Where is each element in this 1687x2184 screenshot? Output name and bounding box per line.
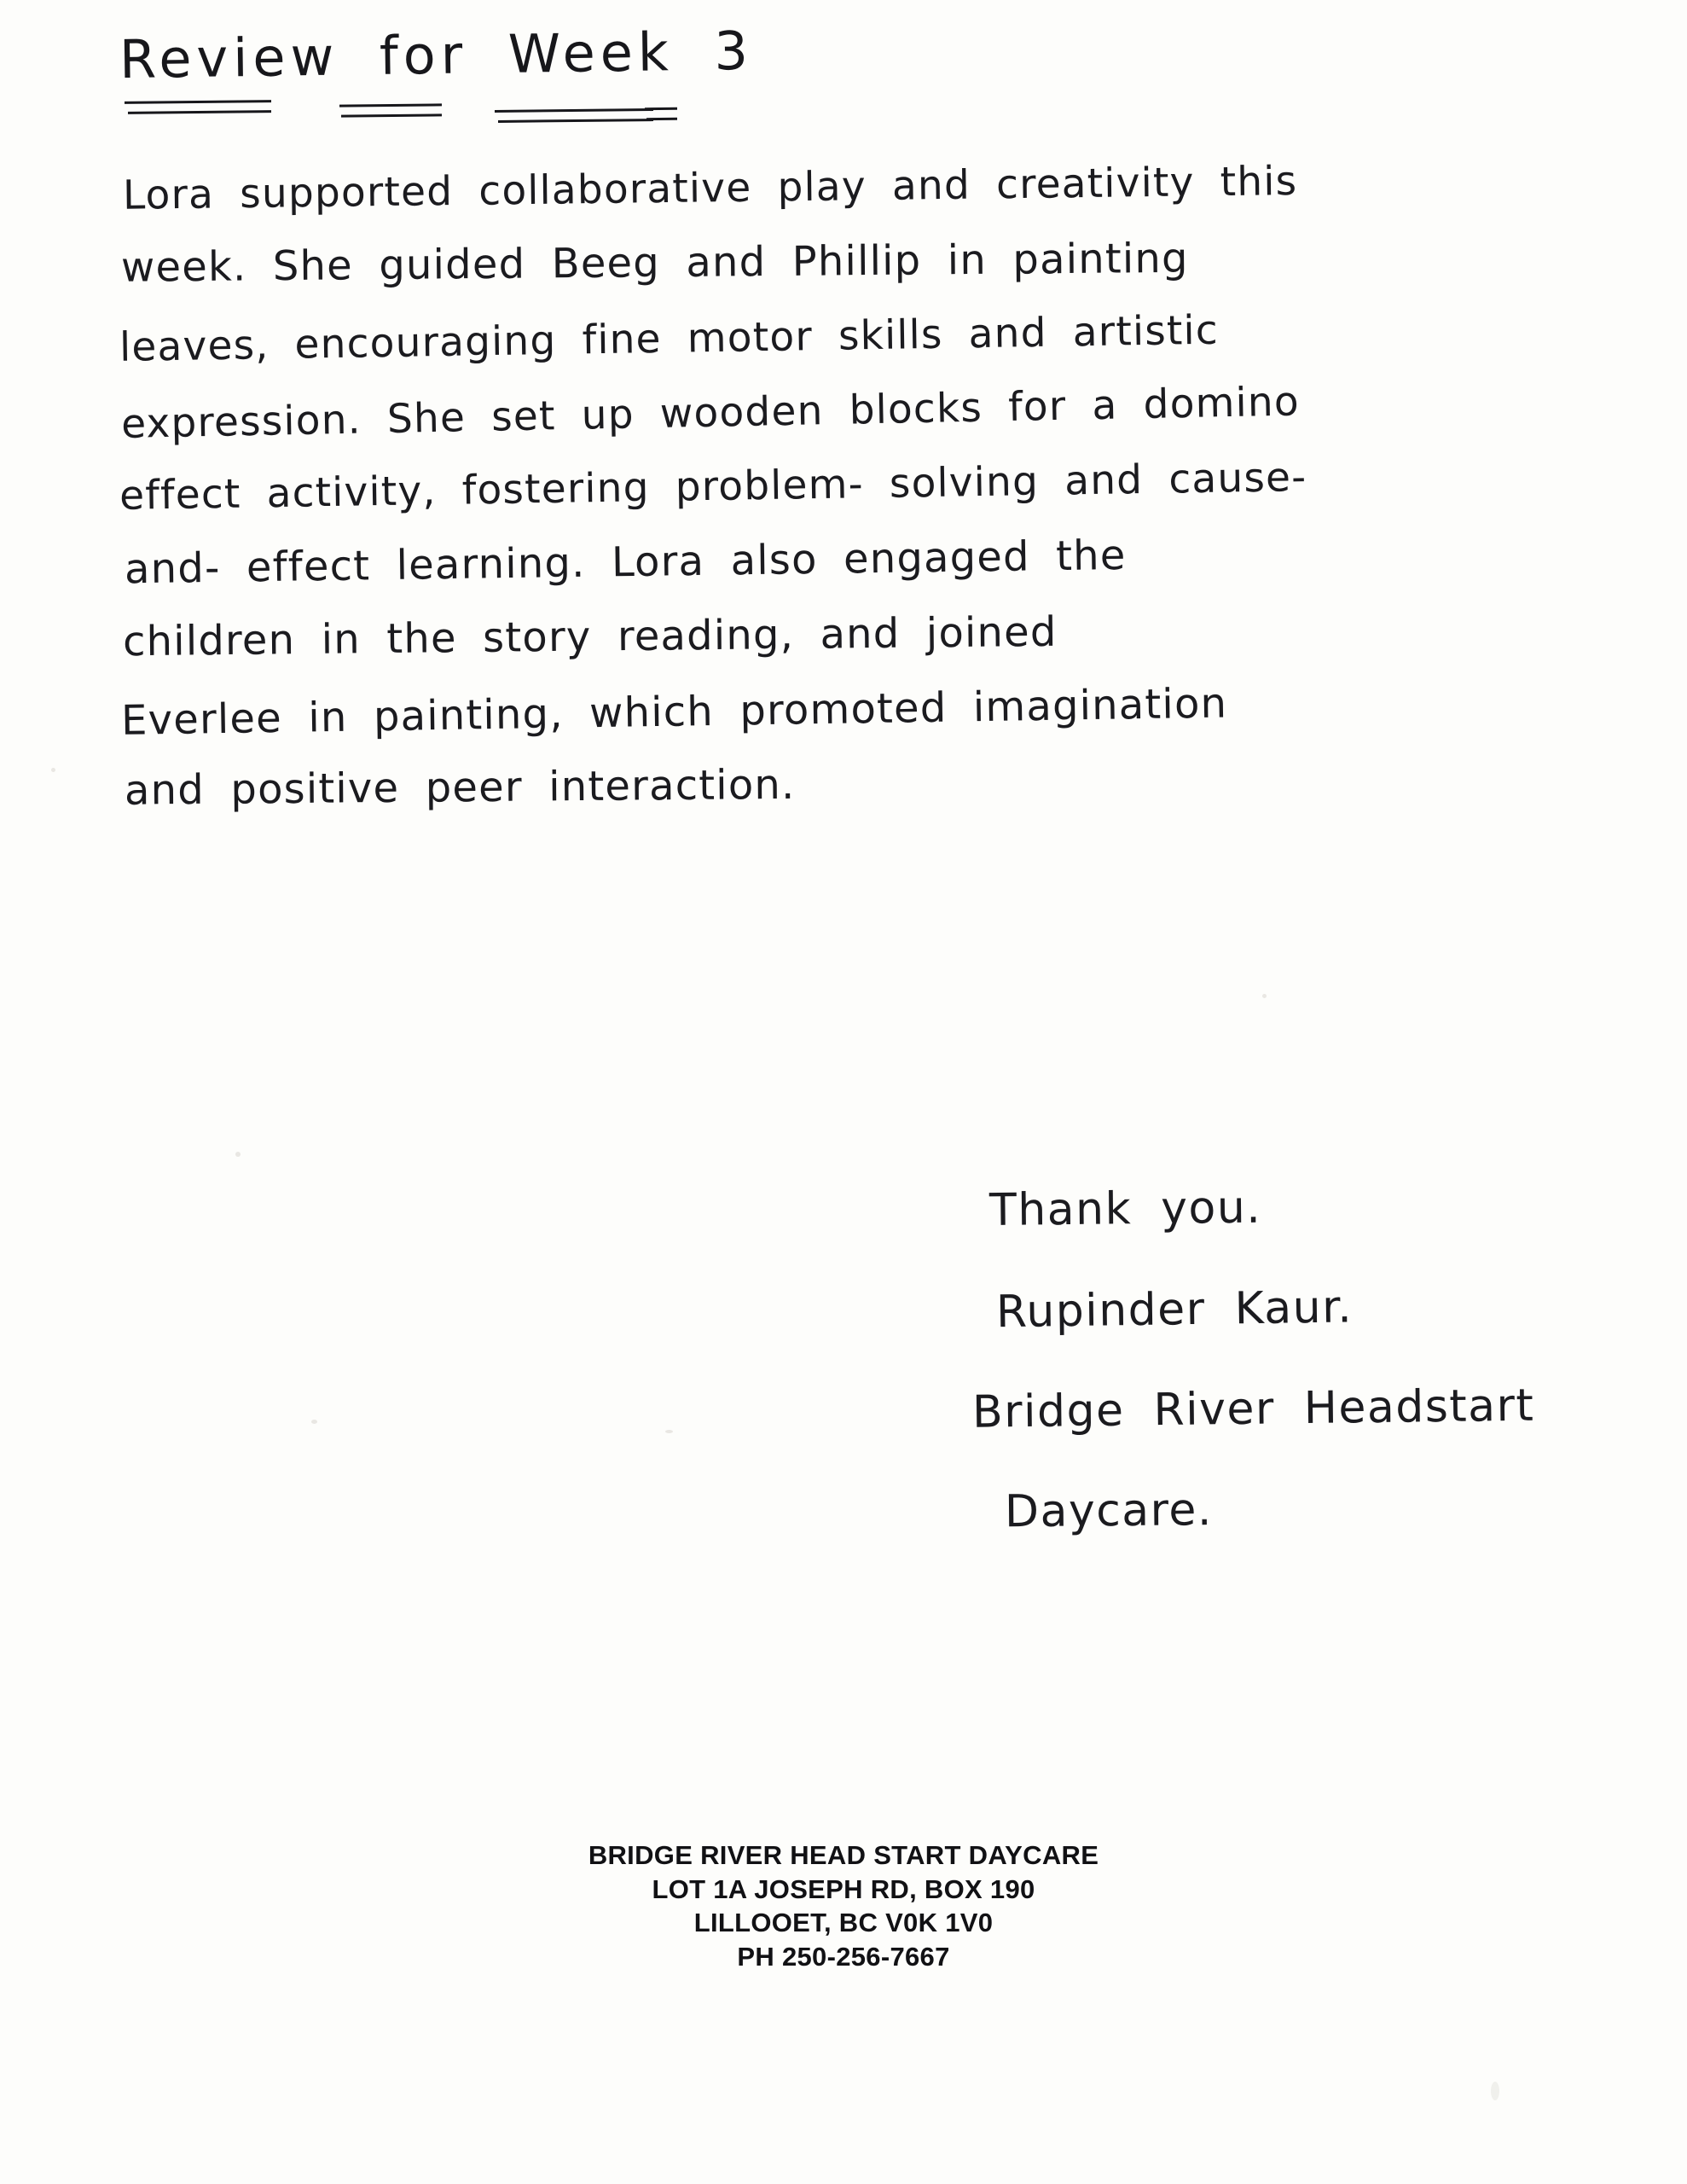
organization-line-2: Daycare. xyxy=(1004,1484,1214,1538)
title-underline xyxy=(498,119,653,123)
body-line: Lora supported collaborative play and creativity this xyxy=(122,157,1298,219)
title-underline xyxy=(339,103,442,107)
signoff-block xyxy=(971,1182,1638,1584)
organization-line-1: Bridge River Headstart xyxy=(971,1380,1535,1438)
scan-speck xyxy=(235,1152,241,1157)
title-underline xyxy=(646,118,677,120)
title-underline xyxy=(128,110,271,114)
title-underline xyxy=(645,107,677,110)
title-underline xyxy=(341,113,442,117)
scan-speck xyxy=(1262,994,1267,998)
printed-footer xyxy=(0,1838,1687,1974)
body-line: and- effect learning. Lora also engaged the xyxy=(124,531,1127,594)
scan-speck xyxy=(1491,2082,1499,2100)
title-underline xyxy=(495,108,653,113)
letter-body xyxy=(119,157,1629,839)
body-line: children in the story reading, and joined xyxy=(122,607,1058,666)
page-title: Review for Week 3 xyxy=(119,19,754,91)
body-line: expression. She set up wooden blocks for a domino xyxy=(120,378,1301,448)
body-line: Everlee in painting, which promoted imagination xyxy=(120,679,1228,745)
body-line: week. She guided Beeg and Phillip in painting xyxy=(120,234,1189,292)
footer-address: LOT 1A JOSEPH RD, BOX 190 xyxy=(652,1873,1035,1904)
body-line: and positive peer interaction. xyxy=(124,760,796,815)
body-line: effect activity, fostering problem- solving and cause- xyxy=(119,454,1307,520)
scan-speck xyxy=(311,1420,317,1424)
footer-phone: PH 250-256-7667 xyxy=(737,1942,950,1972)
footer-org-name: BRIDGE RIVER HEAD START DAYCARE xyxy=(588,1840,1099,1870)
signature: Rupinder Kaur. xyxy=(995,1281,1354,1339)
title-underline xyxy=(125,100,271,104)
footer-city: LILLOOET, BC V0K 1V0 xyxy=(693,1908,994,1938)
body-line: leaves, encouraging fine motor skills and artistic xyxy=(119,306,1220,371)
scan-speck xyxy=(51,768,55,772)
scan-speck xyxy=(665,1430,673,1433)
closing-text: Thank you. xyxy=(988,1182,1262,1236)
